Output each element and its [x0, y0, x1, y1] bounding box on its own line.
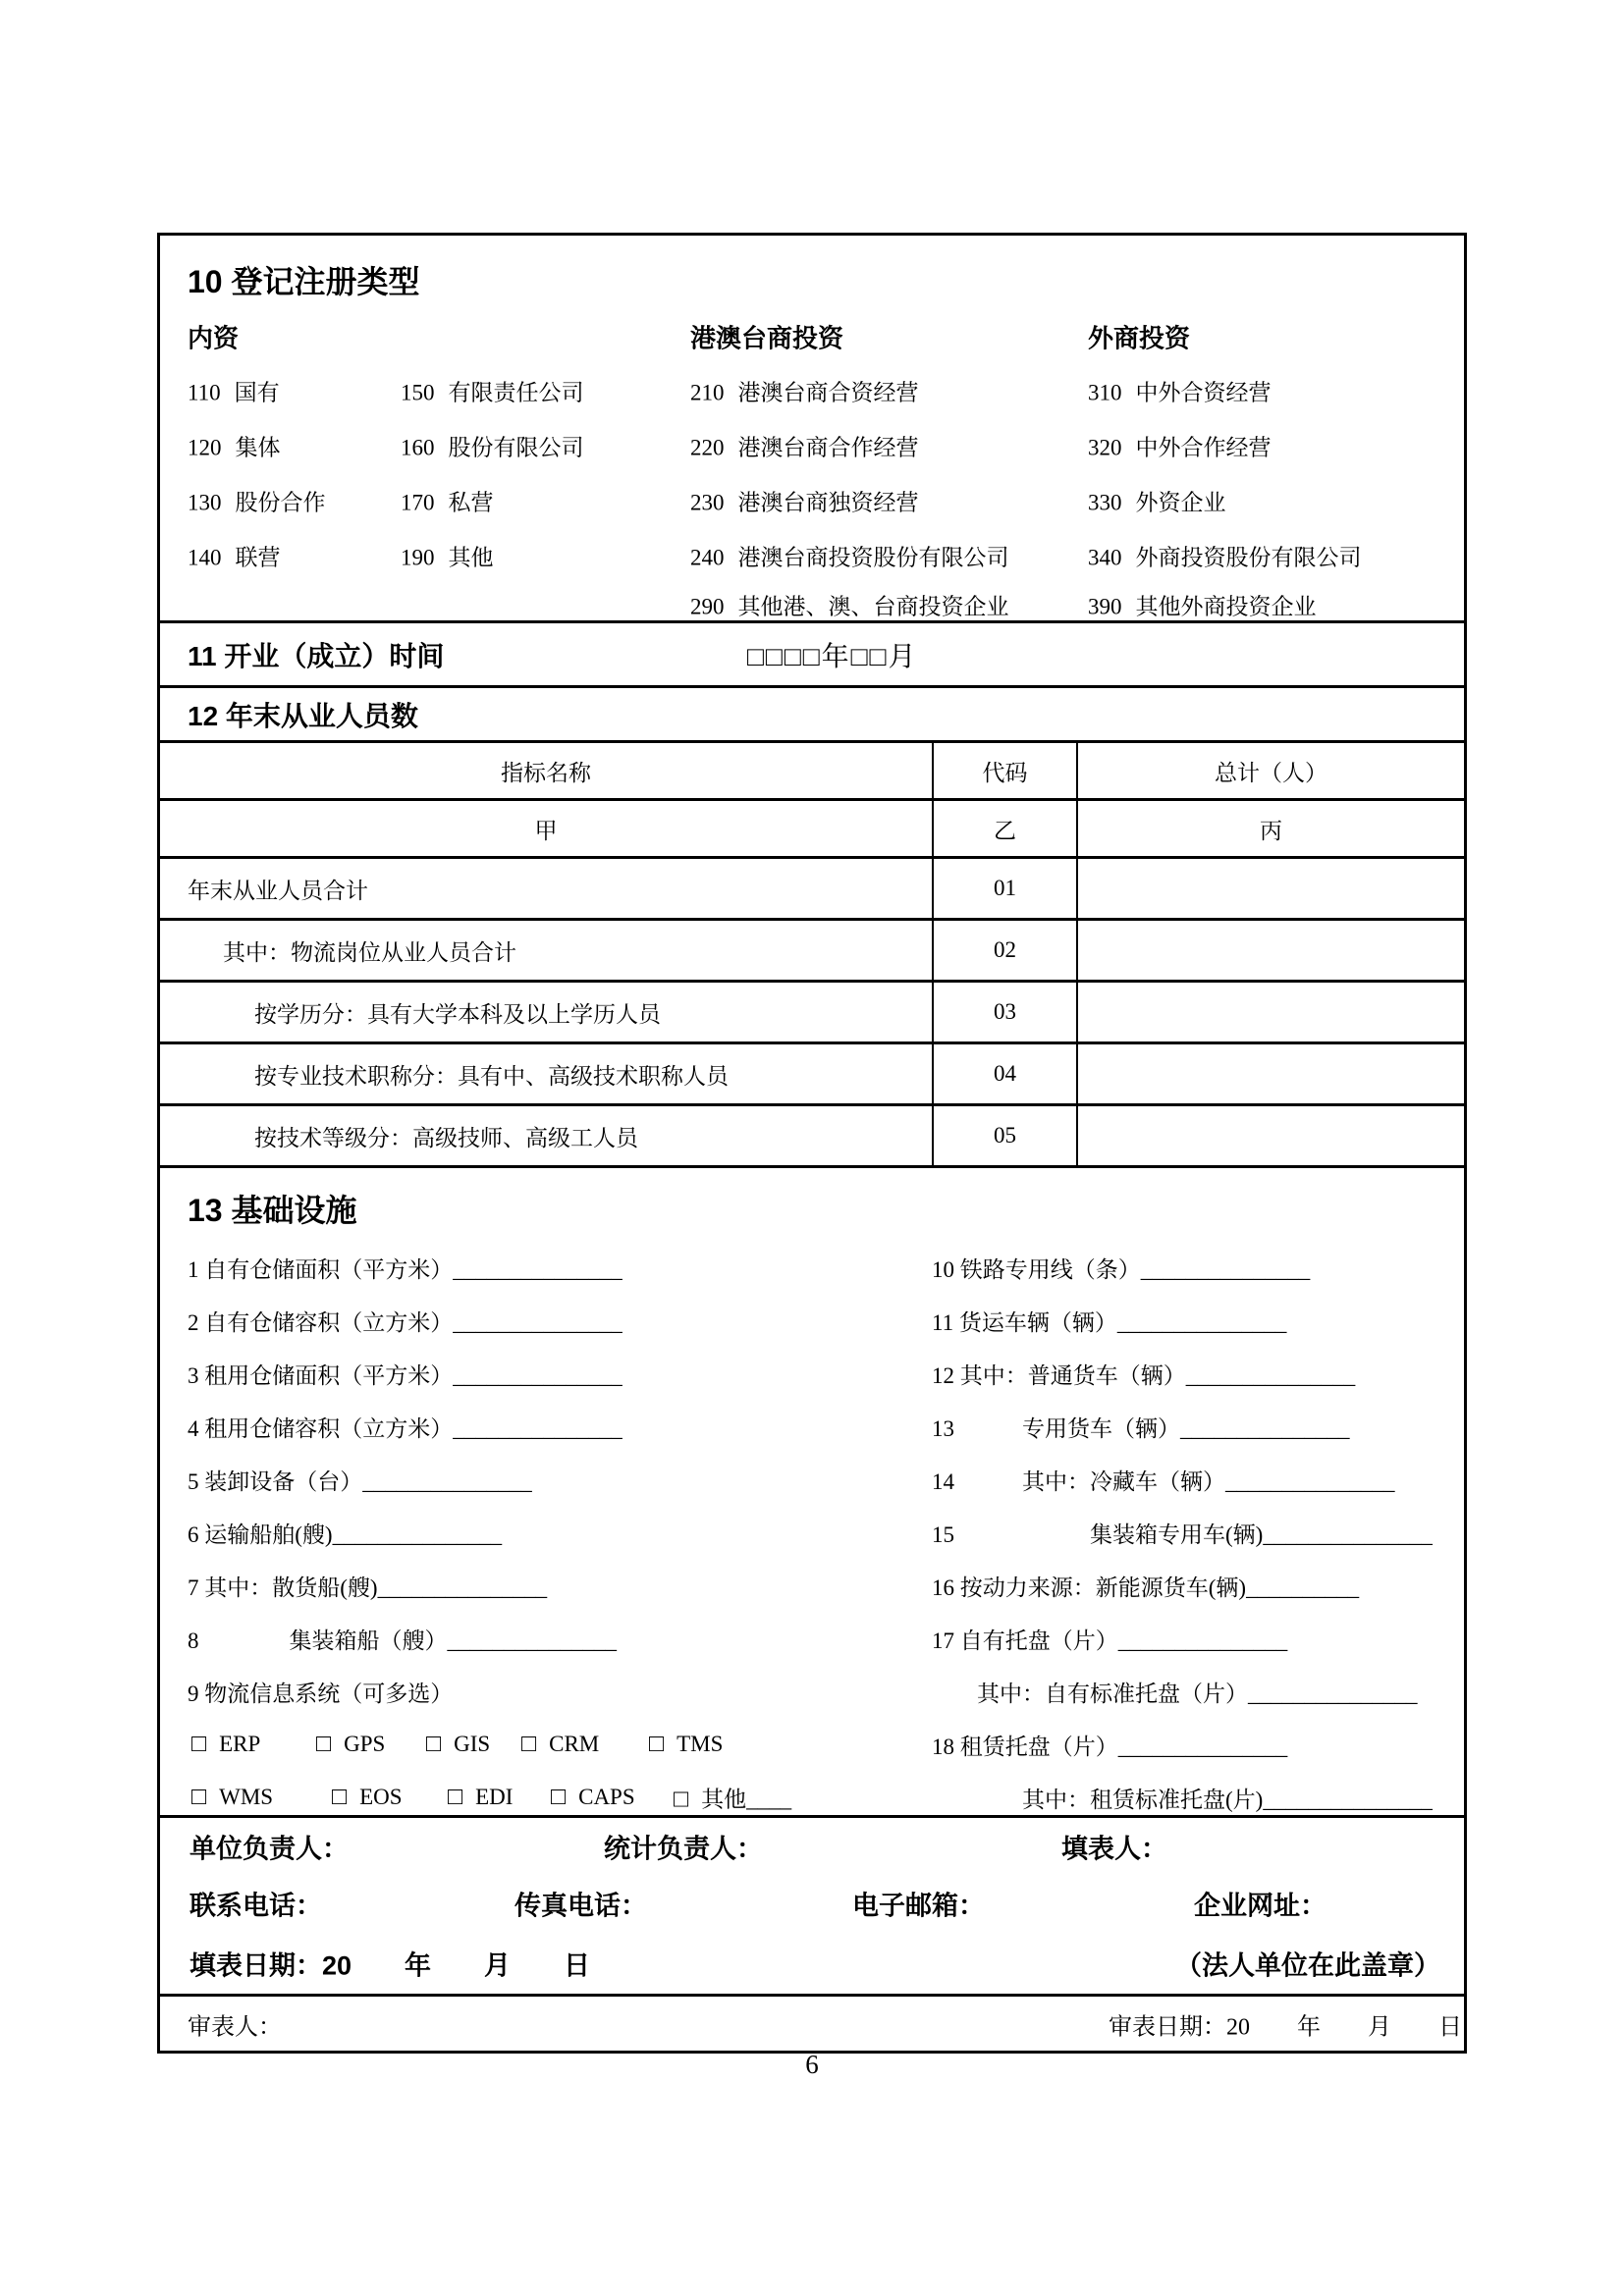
checkbox-square-icon: □ — [316, 1731, 332, 1757]
section-employees-title-bar — [160, 685, 1464, 740]
checkbox-wms[interactable]: □ WMS — [191, 1784, 274, 1810]
checkbox-gps[interactable]: □ GPS — [316, 1731, 386, 1757]
infra-item-16[interactable]: 16 按动力来源：新能源货车(辆)__________ — [932, 1575, 1360, 1600]
form-filler-label: 填表人： — [1061, 1834, 1167, 1863]
reg-option-130[interactable]: 130 股份合作 — [188, 490, 326, 515]
table-subheader-row — [160, 798, 1464, 856]
footer-contacts-row — [160, 1874, 1464, 1933]
reg-option-190[interactable]: 190 其他 — [401, 545, 494, 570]
infra-item-7[interactable]: 7 其中：散货船(艘)_______________ — [188, 1575, 548, 1600]
reviewer-label: 审表人： — [188, 2014, 282, 2040]
row-02-code: 02 — [932, 921, 1078, 980]
infra-item-6[interactable]: 6 运输船舶(艘)_______________ — [188, 1522, 503, 1547]
section13-title: 13 基础设施 — [188, 1193, 357, 1228]
checkbox-square-icon: □ — [191, 1731, 207, 1757]
employees-table — [160, 740, 1464, 1165]
infra-row-3 — [160, 1347, 1464, 1400]
fax-label: 传真电话： — [514, 1891, 647, 1921]
checkbox-square-icon: □ — [674, 1786, 689, 1813]
infra-row-4 — [160, 1400, 1464, 1453]
infra-row-5 — [160, 1453, 1464, 1506]
section12-title: 12 年末从业人员数 — [188, 700, 418, 731]
table-row-02 — [160, 918, 1464, 980]
checkbox-square-icon: □ — [332, 1784, 348, 1810]
checkbox-square-icon: □ — [521, 1731, 537, 1757]
checkbox-edi[interactable]: □ EDI — [448, 1784, 514, 1810]
reg-option-110[interactable]: 110 国有 — [188, 380, 280, 405]
infra-item-8[interactable]: 8 集装箱船（艘）_______________ — [188, 1628, 617, 1653]
reg-option-120[interactable]: 120 集体 — [188, 435, 281, 460]
reg-option-170[interactable]: 170 私营 — [401, 490, 494, 515]
checkbox-square-icon: □ — [426, 1731, 442, 1757]
subheader-yi: 乙 — [932, 801, 1078, 856]
infra-item-17[interactable]: 17 自有托盘（片）_______________ — [932, 1628, 1288, 1653]
checkbox-square-icon: □ — [448, 1784, 463, 1810]
row-05-code: 05 — [932, 1106, 1078, 1165]
col-header-foreign: 外商投资 — [1088, 323, 1191, 353]
reg-option-320[interactable]: 320 中外合作经营 — [1088, 435, 1272, 460]
checkbox-square-icon: □ — [551, 1784, 567, 1810]
row-03-name: 按学历分：具有大学本科及以上学历人员 — [254, 1001, 661, 1027]
logistics-survey-form — [157, 233, 1467, 2054]
infra-item-11[interactable]: 11 货运车辆（辆）_______________ — [932, 1309, 1287, 1335]
row-04-name: 按专业技术职称分：具有中、高级技术职称人员 — [254, 1063, 729, 1089]
seal-note: （法人单位在此盖章） — [1175, 1950, 1440, 1981]
infra-item-18[interactable]: 18 租赁托盘（片）_______________ — [932, 1734, 1288, 1759]
phone-label: 联系电话： — [189, 1891, 322, 1921]
infra-item-14[interactable]: 14 其中：冷藏车（辆）_______________ — [932, 1468, 1395, 1494]
infra-row-6 — [160, 1506, 1464, 1559]
footer-date-row — [160, 1933, 1464, 1994]
reg-option-290[interactable]: 290 其他港、澳、台商投资企业 — [690, 594, 1009, 619]
header-code: 代码 — [932, 743, 1078, 798]
page-number: 6 — [805, 2050, 819, 2079]
table-row-05 — [160, 1103, 1464, 1165]
reg-option-210[interactable]: 210 港澳台商合资经营 — [690, 380, 919, 405]
checkbox-eos[interactable]: □ EOS — [332, 1784, 403, 1810]
fill-date-label: 填表日期：20 年 月 日 — [189, 1950, 591, 1981]
section-opening-date — [160, 620, 1464, 685]
reg-option-240[interactable]: 240 港澳台商投资股份有限公司 — [690, 545, 1009, 570]
row-01-name: 年末从业人员合计 — [188, 878, 368, 903]
reg-option-310[interactable]: 310 中外合资经营 — [1088, 380, 1272, 405]
row-05-total-cell[interactable] — [1078, 1106, 1464, 1165]
reg-option-160[interactable]: 160 股份有限公司 — [401, 435, 584, 460]
subheader-bing: 丙 — [1260, 818, 1282, 843]
opening-date-boxes[interactable]: □□□□年□□月 — [747, 641, 918, 672]
statistics-head-label: 统计负责人： — [604, 1834, 763, 1863]
checkbox-caps[interactable]: □ CAPS — [551, 1784, 635, 1810]
reg-option-140[interactable]: 140 联营 — [188, 545, 281, 570]
row-03-code: 03 — [932, 983, 1078, 1041]
unit-head-label: 单位负责人： — [189, 1834, 349, 1863]
checkbox-square-icon: □ — [649, 1731, 665, 1757]
infra-item-4[interactable]: 4 租用仓储容积（立方米）_______________ — [188, 1415, 623, 1441]
header-total: 总计（人） — [1215, 760, 1327, 785]
checkbox-square-icon: □ — [191, 1784, 207, 1810]
checkbox-crm[interactable]: □ CRM — [521, 1731, 600, 1757]
reg-option-220[interactable]: 220 港澳台商合作经营 — [690, 435, 919, 460]
infra-item-15[interactable]: 15 集装箱专用车(辆)_______________ — [932, 1522, 1433, 1547]
row-04-code: 04 — [932, 1044, 1078, 1103]
table-row-04 — [160, 1041, 1464, 1103]
infra-item-3[interactable]: 3 租用仓储面积（平方米）_______________ — [188, 1362, 623, 1388]
checkbox-tms[interactable]: □ TMS — [649, 1731, 724, 1757]
infra-item-13[interactable]: 13 专用货车（辆）_______________ — [932, 1415, 1350, 1441]
row-05-name: 按技术等级分：高级技师、高级工人员 — [254, 1125, 638, 1150]
table-row-01 — [160, 856, 1464, 918]
reg-option-150[interactable]: 150 有限责任公司 — [401, 380, 584, 405]
col-header-domestic: 内资 — [188, 323, 240, 353]
infra-item-12[interactable]: 12 其中：普通货车（辆）_______________ — [932, 1362, 1356, 1388]
table-header-row — [160, 743, 1464, 798]
review-date-label: 审表日期：20 年 月 日 — [1109, 2014, 1462, 2040]
table-row-03 — [160, 980, 1464, 1041]
infra-item-17-sub[interactable]: 其中：自有标准托盘（片）_______________ — [932, 1681, 1418, 1706]
infra-item-2[interactable]: 2 自有仓储容积（立方米）_______________ — [188, 1309, 623, 1335]
section10-title: 10 登记注册类型 — [188, 264, 420, 299]
email-label: 电子邮箱： — [852, 1891, 985, 1921]
footer-signatures-row — [160, 1815, 1464, 1874]
reg-option-330[interactable]: 330 外资企业 — [1088, 490, 1226, 515]
infra-item-1[interactable]: 1 自有仓储面积（平方米）_______________ — [188, 1256, 623, 1282]
row-01-total-cell[interactable] — [1078, 859, 1464, 918]
website-label: 企业网址： — [1194, 1891, 1326, 1921]
reg-option-230[interactable]: 230 港澳台商独资经营 — [690, 490, 919, 515]
infra-item-18-sub[interactable]: 其中：租赁标准托盘(片)_______________ — [932, 1787, 1433, 1812]
section-registration-type — [160, 236, 1464, 620]
row-04-total-cell[interactable] — [1078, 1044, 1464, 1103]
checkbox-gis[interactable]: □ GIS — [426, 1731, 491, 1757]
row-02-name: 其中：物流岗位从业人员合计 — [223, 939, 516, 965]
infra-item-5[interactable]: 5 装卸设备（台）_______________ — [188, 1468, 532, 1494]
checkbox-erp[interactable]: □ ERP — [191, 1731, 261, 1757]
section-infrastructure — [160, 1165, 1464, 1815]
col-header-hmt: 港澳台商投资 — [690, 323, 844, 353]
section11-title: 11 开业（成立）时间 — [188, 640, 445, 671]
infra-item-9-label: 9 物流信息系统（可多选） — [188, 1681, 454, 1706]
reg-option-340[interactable]: 340 外商投资股份有限公司 — [1088, 545, 1362, 570]
review-row — [160, 1994, 1464, 2051]
infra-item-10[interactable]: 10 铁路专用线（条）_______________ — [932, 1256, 1311, 1282]
checkbox-other[interactable]: □ 其他____ — [674, 1786, 792, 1813]
row-03-total-cell[interactable] — [1078, 983, 1464, 1041]
infra-row-2 — [160, 1294, 1464, 1347]
row-01-code: 01 — [932, 859, 1078, 918]
header-indicator-name: 指标名称 — [501, 760, 591, 785]
reg-option-390[interactable]: 390 其他外商投资企业 — [1088, 594, 1317, 619]
subheader-jia: 甲 — [534, 818, 558, 843]
infra-row-1 — [160, 1241, 1464, 1294]
row-02-total-cell[interactable] — [1078, 921, 1464, 980]
